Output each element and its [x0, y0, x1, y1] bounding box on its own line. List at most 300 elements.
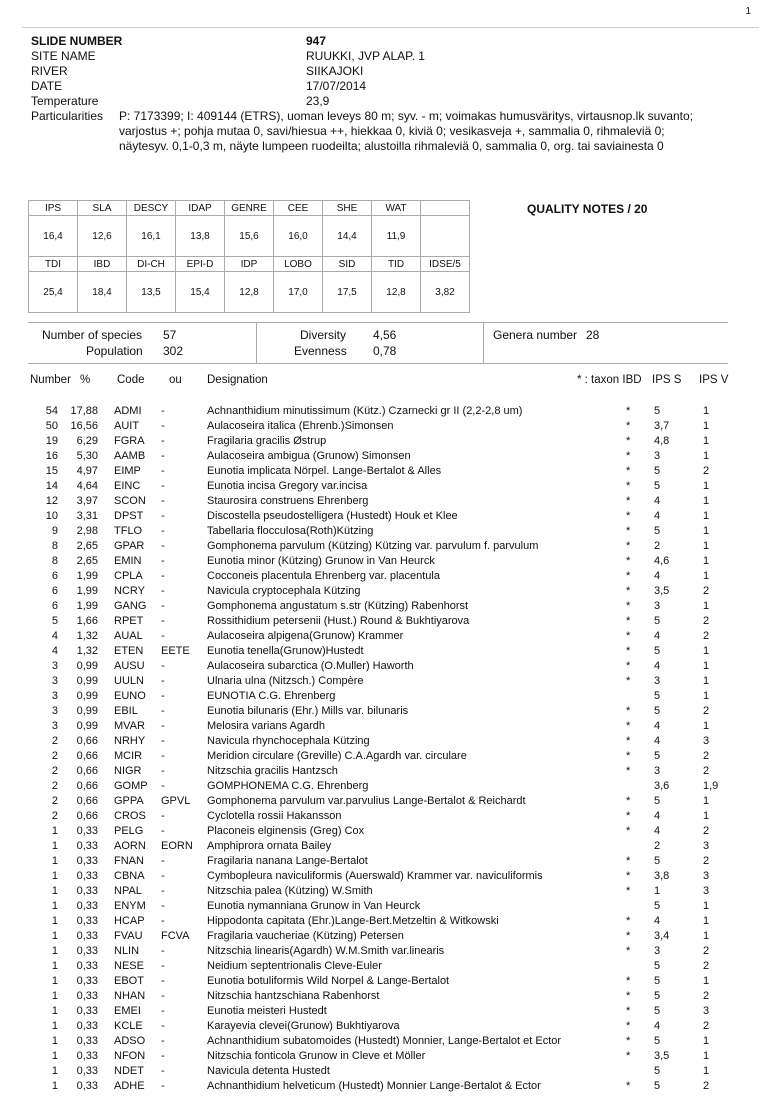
diversity-value: 4,56 — [373, 328, 397, 342]
ips-v-value: 3 — [703, 885, 710, 897]
species-percent: 1,32 — [76, 645, 98, 657]
species-percent: 0,99 — [76, 690, 98, 702]
species-percent: 2,65 — [76, 555, 98, 567]
species-percent: 0,99 — [76, 660, 98, 672]
ips-v-value: 2 — [703, 465, 710, 477]
species-row — [0, 719, 781, 734]
species-code: AAMB — [114, 450, 146, 462]
species-code: AUSU — [114, 660, 145, 672]
species-ou: - — [161, 1035, 165, 1047]
index-header — [421, 201, 470, 216]
ips-s-value: 1 — [654, 885, 661, 897]
species-percent: 0,33 — [76, 840, 98, 852]
species-code: FNAN — [114, 855, 144, 867]
species-designation: Placoneis elginensis (Greg) Cox — [207, 825, 365, 837]
ips-v-value: 1 — [703, 420, 710, 432]
species-code: HCAP — [114, 915, 145, 927]
species-percent: 0,66 — [76, 810, 98, 822]
index-header: DESCY — [127, 201, 176, 216]
ips-s-value: 4 — [654, 825, 661, 837]
species-percent: 0,66 — [76, 795, 98, 807]
species-code: FGRA — [114, 435, 145, 447]
ips-s-value: 2 — [654, 540, 661, 552]
ips-s-value: 3,7 — [654, 420, 670, 432]
ips-s-value: 5 — [654, 1035, 661, 1047]
index-value: 25,4 — [29, 272, 78, 313]
species-count: 16 — [45, 450, 58, 462]
species-ou: - — [161, 465, 165, 477]
species-ou: - — [161, 660, 165, 672]
ips-v-value: 1 — [703, 525, 710, 537]
column-header-ou: ou — [169, 374, 182, 386]
species-row — [0, 539, 781, 554]
species-code: ADMI — [114, 405, 142, 417]
index-value: 18,4 — [78, 272, 127, 313]
ips-v-value: 1 — [703, 795, 710, 807]
ips-v-value: 2 — [703, 990, 710, 1002]
ips-v-value: 1 — [703, 450, 710, 462]
species-code: NFON — [114, 1050, 146, 1062]
species-row — [0, 479, 781, 494]
ips-v-value: 2 — [703, 825, 710, 837]
species-designation: Achnanthidium helveticum (Hustedt) Monnier Lange-Bertalot & Ector — [207, 1080, 541, 1092]
species-count: 4 — [51, 645, 58, 657]
species-designation: Eunotia nymanniana Grunow in Van Heurck — [207, 900, 421, 912]
species-row — [0, 584, 781, 599]
summary-divider — [256, 323, 257, 363]
taxon-ibd-marker: * — [626, 675, 631, 687]
species-row — [0, 659, 781, 674]
species-ou: - — [161, 810, 165, 822]
species-row — [0, 689, 781, 704]
genera-label: Genera number — [493, 328, 578, 342]
species-designation: Achnanthidium minutissimum (Kütz.) Czarnecki gr II (2,2-2,8 um) — [207, 405, 523, 417]
column-header-number: Number — [30, 374, 71, 386]
species-count: 1 — [51, 885, 58, 897]
ips-v-value: 1 — [703, 570, 710, 582]
ips-s-value: 4 — [654, 630, 661, 642]
species-count: 6 — [51, 600, 58, 612]
species-count: 3 — [51, 705, 58, 717]
taxon-ibd-marker: * — [626, 855, 631, 867]
species-percent: 1,66 — [76, 615, 98, 627]
species-ou: - — [161, 450, 165, 462]
species-ou: - — [161, 870, 165, 882]
ips-s-value: 5 — [654, 1065, 661, 1077]
species-row — [0, 419, 781, 434]
species-ou: - — [161, 825, 165, 837]
species-percent: 0,33 — [76, 990, 98, 1002]
species-designation: Cymbopleura naviculiformis (Auerswald) Krammer var. naviculiformis — [207, 870, 543, 882]
taxon-ibd-marker: * — [626, 750, 631, 762]
species-row — [0, 989, 781, 1004]
species-code: EUNO — [114, 690, 146, 702]
index-value: 12,8 — [225, 272, 274, 313]
species-count: 50 — [45, 420, 58, 432]
species-count: 1 — [51, 990, 58, 1002]
ips-v-value: 2 — [703, 945, 710, 957]
species-ou: - — [161, 555, 165, 567]
species-count: 54 — [45, 405, 58, 417]
ips-s-value: 5 — [654, 690, 661, 702]
index-value: 15,4 — [176, 272, 225, 313]
species-designation: Tabellaria flocculosa(Roth)Kützing — [207, 525, 374, 537]
ips-v-value: 1 — [703, 675, 710, 687]
species-count: 1 — [51, 915, 58, 927]
taxon-ibd-marker: * — [626, 405, 631, 417]
taxon-ibd-marker: * — [626, 585, 631, 597]
ips-s-value: 5 — [654, 465, 661, 477]
taxon-ibd-marker: * — [626, 510, 631, 522]
species-row — [0, 749, 781, 764]
species-row — [0, 449, 781, 464]
species-designation: Melosira varians Agardh — [207, 720, 326, 732]
taxon-ibd-marker: * — [626, 645, 631, 657]
index-header: IPS — [29, 201, 78, 216]
page-number: 1 — [745, 6, 751, 17]
species-count: 1 — [51, 960, 58, 972]
species-ou: - — [161, 570, 165, 582]
summary-divider — [483, 323, 484, 363]
ips-v-value: 1 — [703, 645, 710, 657]
ips-s-value: 5 — [654, 795, 661, 807]
species-percent: 3,97 — [76, 495, 98, 507]
species-designation: Fragilaria vaucheriae (Kützing) Petersen — [207, 930, 404, 942]
species-row — [0, 959, 781, 974]
species-percent: 0,33 — [76, 885, 98, 897]
ips-v-value: 1 — [703, 1035, 710, 1047]
species-percent: 0,33 — [76, 1065, 98, 1077]
index-header: EPI-D — [176, 257, 225, 272]
ips-v-value: 1 — [703, 600, 710, 612]
species-code: CROS — [114, 810, 146, 822]
taxon-ibd-marker: * — [626, 570, 631, 582]
taxon-ibd-marker: * — [626, 735, 631, 747]
index-value: 3,82 — [421, 272, 470, 313]
species-designation: Achnanthidium subatomoides (Hustedt) Monnier, Lange-Bertalot et Ector — [207, 1035, 562, 1047]
species-count: 12 — [45, 495, 58, 507]
species-code: NRHY — [114, 735, 146, 747]
taxon-ibd-marker: * — [626, 420, 631, 432]
species-code: FVAU — [114, 930, 143, 942]
column-header-code: Code — [117, 374, 145, 386]
ips-s-value: 3,5 — [654, 1050, 670, 1062]
index-header: WAT — [372, 201, 421, 216]
species-ou: - — [161, 630, 165, 642]
species-percent: 1,99 — [76, 600, 98, 612]
index-value: 14,4 — [323, 216, 372, 257]
species-designation: Aulacoseira ambigua (Grunow) Simonsen — [207, 450, 411, 462]
ips-v-value: 1 — [703, 660, 710, 672]
species-designation: Eunotia tenella(Grunow)Hustedt — [207, 645, 364, 657]
species-ou: EETE — [161, 645, 190, 657]
index-header: IBD — [78, 257, 127, 272]
species-code: NCRY — [114, 585, 145, 597]
indices-value-row-2 — [29, 272, 470, 313]
species-code: AUAL — [114, 630, 143, 642]
species-ou: FCVA — [161, 930, 190, 942]
species-ou: - — [161, 585, 165, 597]
ips-v-value: 2 — [703, 960, 710, 972]
species-designation: Amphiprora ornata Bailey — [207, 840, 332, 852]
species-ou: - — [161, 690, 165, 702]
taxon-ibd-marker: * — [626, 945, 631, 957]
species-code: EIMP — [114, 465, 141, 477]
ips-s-value: 5 — [654, 645, 661, 657]
ips-s-value: 5 — [654, 705, 661, 717]
species-designation: Aulacoseira italica (Ehrenb.)Simonsen — [207, 420, 394, 432]
species-code: MVAR — [114, 720, 145, 732]
species-row — [0, 464, 781, 479]
species-row — [0, 854, 781, 869]
species-code: EBOT — [114, 975, 144, 987]
species-ou: - — [161, 705, 165, 717]
species-designation: Navicula rhynchocephala Kützing — [207, 735, 370, 747]
species-row — [0, 884, 781, 899]
species-designation: Eunotia botuliformis Wild Norpel & Lange-Bertalot — [207, 975, 450, 987]
species-designation: Eunotia meisteri Hustedt — [207, 1005, 327, 1017]
ips-s-value: 3,4 — [654, 930, 670, 942]
taxon-ibd-marker: * — [626, 810, 631, 822]
species-designation: Fragilaria nanana Lange-Bertalot — [207, 855, 368, 867]
particularities-value: P: 7173399; I: 409144 (ETRS), uoman leveys 80 m; syv. - m; voimakas humusväritys, virtausnop.lk suvanto; varjostus +; pohja mutaa 0, savi/hiesua ++, hiekkaa 0, kiviä 0; vesikasveja +, sammalia 0, rihmaleviä 0; näytesyv. 0,1-0,3 m, näyte lumpeen ruodeilta; alustoilla rihmaleviä 0, sammalia 0, org. tai saviainesta 0 — [119, 109, 694, 153]
top-rule — [22, 27, 759, 28]
species-row — [0, 704, 781, 719]
species-count: 1 — [51, 900, 58, 912]
species-code: CBNA — [114, 870, 145, 882]
ips-v-value: 3 — [703, 735, 710, 747]
species-count: 6 — [51, 570, 58, 582]
species-percent: 1,32 — [76, 630, 98, 642]
taxon-ibd-marker: * — [626, 540, 631, 552]
species-designation: Gomphonema angustatum s.str (Kützing) Rabenhorst — [207, 600, 469, 612]
species-percent: 5,30 — [76, 450, 98, 462]
ips-v-value: 1 — [703, 900, 710, 912]
species-code: EMIN — [114, 555, 142, 567]
species-code: NHAN — [114, 990, 146, 1002]
taxon-ibd-marker: * — [626, 555, 631, 567]
taxon-ibd-marker: * — [626, 615, 631, 627]
column-header-designation: Designation — [207, 374, 268, 386]
species-count: 9 — [51, 525, 58, 537]
species-code: GPPA — [114, 795, 144, 807]
species-designation: Eunotia implicata Nörpel. Lange-Bertalot & Alles — [207, 465, 442, 477]
species-ou: - — [161, 945, 165, 957]
species-ou: - — [161, 720, 165, 732]
species-row — [0, 779, 781, 794]
species-code: ETEN — [114, 645, 144, 657]
species-ou: - — [161, 600, 165, 612]
ips-s-value: 5 — [654, 975, 661, 987]
species-code: EBIL — [114, 705, 138, 717]
species-count: 8 — [51, 540, 58, 552]
ips-v-value: 1 — [703, 510, 710, 522]
ips-s-value: 4,8 — [654, 435, 670, 447]
species-code: NIGR — [114, 765, 142, 777]
ips-s-value: 4 — [654, 495, 661, 507]
index-value: 16,4 — [29, 216, 78, 257]
index-value: 12,6 — [78, 216, 127, 257]
ips-s-value: 5 — [654, 990, 661, 1002]
species-count: 5 — [51, 615, 58, 627]
site-name-value: RUUKKI, JVP ALAP. 1 — [306, 49, 425, 63]
species-row — [0, 1064, 781, 1079]
species-code: PELG — [114, 825, 144, 837]
species-percent: 4,64 — [76, 480, 98, 492]
index-value: 16,0 — [274, 216, 323, 257]
ips-s-value: 3 — [654, 675, 661, 687]
taxon-ibd-marker: * — [626, 885, 631, 897]
ips-v-value: 1 — [703, 810, 710, 822]
index-value — [421, 216, 470, 257]
index-header: IDP — [225, 257, 274, 272]
species-row — [0, 914, 781, 929]
species-code: ADSO — [114, 1035, 146, 1047]
species-designation: Meridion circulare (Greville) C.A.Agardh var. circulare — [207, 750, 467, 762]
index-header: SLA — [78, 201, 127, 216]
species-row — [0, 1079, 781, 1094]
taxon-ibd-marker: * — [626, 870, 631, 882]
ips-v-value: 2 — [703, 615, 710, 627]
species-row — [0, 509, 781, 524]
ips-s-value: 5 — [654, 405, 661, 417]
species-code: TFLO — [114, 525, 143, 537]
species-code: EINC — [114, 480, 141, 492]
species-ou: - — [161, 1020, 165, 1032]
taxon-ibd-marker: * — [626, 435, 631, 447]
species-code: ENYM — [114, 900, 146, 912]
species-percent: 0,33 — [76, 915, 98, 927]
ips-s-value: 5 — [654, 960, 661, 972]
species-count: 1 — [51, 1065, 58, 1077]
species-percent: 0,33 — [76, 855, 98, 867]
population-label: Population — [86, 344, 143, 358]
species-count: 1 — [51, 1080, 58, 1092]
ips-s-value: 5 — [654, 615, 661, 627]
summary-box — [28, 322, 728, 364]
species-percent: 0,33 — [76, 1005, 98, 1017]
species-ou: - — [161, 780, 165, 792]
species-row — [0, 629, 781, 644]
species-ou: - — [161, 885, 165, 897]
taxon-ibd-marker: * — [626, 990, 631, 1002]
species-code: MCIR — [114, 750, 143, 762]
taxon-ibd-marker: * — [626, 495, 631, 507]
species-designation: Ulnaria ulna (Nitzsch.) Compère — [207, 675, 364, 687]
species-row — [0, 524, 781, 539]
taxon-ibd-marker: * — [626, 1020, 631, 1032]
species-designation: Discostella pseudostelligera (Hustedt) Houk et Klee — [207, 510, 458, 522]
ips-v-value: 2 — [703, 750, 710, 762]
species-code: EMEI — [114, 1005, 141, 1017]
evenness-value: 0,78 — [373, 344, 397, 358]
species-percent: 0,33 — [76, 825, 98, 837]
species-percent: 0,33 — [76, 945, 98, 957]
species-count: 3 — [51, 720, 58, 732]
species-row — [0, 404, 781, 419]
ips-s-value: 4 — [654, 1020, 661, 1032]
taxon-ibd-marker: * — [626, 720, 631, 732]
taxon-ibd-marker: * — [626, 795, 631, 807]
species-percent: 0,99 — [76, 720, 98, 732]
taxon-ibd-marker: * — [626, 1035, 631, 1047]
species-ou: - — [161, 510, 165, 522]
taxon-ibd-marker: * — [626, 705, 631, 717]
species-count: 2 — [51, 795, 58, 807]
taxon-ibd-marker: * — [626, 600, 631, 612]
indices-table — [28, 200, 470, 313]
species-designation: Nitzschia fonticola Grunow in Cleve et Möller — [207, 1050, 426, 1062]
species-count: 3 — [51, 660, 58, 672]
index-value: 11,9 — [372, 216, 421, 257]
species-designation: Eunotia incisa Gregory var.incisa — [207, 480, 368, 492]
species-designation: Navicula detenta Hustedt — [207, 1065, 330, 1077]
ips-s-value: 5 — [654, 900, 661, 912]
species-designation: Nitzschia hantzschiana Rabenhorst — [207, 990, 380, 1002]
species-row — [0, 599, 781, 614]
species-ou: - — [161, 540, 165, 552]
ips-s-value: 3 — [654, 600, 661, 612]
ips-s-value: 5 — [654, 855, 661, 867]
ips-v-value: 1 — [703, 435, 710, 447]
species-row — [0, 434, 781, 449]
species-ou: - — [161, 615, 165, 627]
species-designation: Nitzschia palea (Kützing) W.Smith — [207, 885, 373, 897]
species-percent: 0,33 — [76, 975, 98, 987]
ips-s-value: 4,6 — [654, 555, 670, 567]
species-row — [0, 1049, 781, 1064]
species-percent: 17,88 — [70, 405, 98, 417]
ips-s-value: 5 — [654, 525, 661, 537]
taxon-ibd-marker: * — [626, 480, 631, 492]
quality-notes: QUALITY NOTES / 20 — [527, 202, 648, 216]
species-row — [0, 929, 781, 944]
species-count: 1 — [51, 840, 58, 852]
column-header-ips-s: IPS S — [652, 374, 682, 386]
species-code: UULN — [114, 675, 144, 687]
species-code: RPET — [114, 615, 144, 627]
species-percent: 2,98 — [76, 525, 98, 537]
species-count: 2 — [51, 765, 58, 777]
species-ou: - — [161, 525, 165, 537]
species-designation: Gomphonema parvulum var.parvulius Lange-Bertalot & Reichardt — [207, 795, 526, 807]
index-header: SHE — [323, 201, 372, 216]
species-percent: 0,33 — [76, 900, 98, 912]
ips-v-value: 2 — [703, 705, 710, 717]
species-count: 1 — [51, 870, 58, 882]
species-designation: GOMPHONEMA C.G. Ehrenberg — [207, 780, 369, 792]
species-ou: - — [161, 750, 165, 762]
ips-v-value: 3 — [703, 870, 710, 882]
species-designation: Aulacoseira subarctica (O.Muller) Haworth — [207, 660, 414, 672]
species-row — [0, 734, 781, 749]
indices-value-row-1 — [29, 216, 470, 257]
species-designation: Eunotia minor (Kützing) Grunow in Van Heurck — [207, 555, 435, 567]
species-count: 2 — [51, 780, 58, 792]
species-code: AORN — [114, 840, 146, 852]
index-value: 15,6 — [225, 216, 274, 257]
column-header-pct: % — [80, 374, 91, 386]
taxon-ibd-marker: * — [626, 765, 631, 777]
species-code: GANG — [114, 600, 147, 612]
species-count: 19 — [45, 435, 58, 447]
index-header: GENRE — [225, 201, 274, 216]
taxon-ibd-marker: * — [626, 525, 631, 537]
ips-v-value: 2 — [703, 630, 710, 642]
species-row — [0, 494, 781, 509]
date-value: 17/07/2014 — [306, 79, 367, 93]
species-row — [0, 1019, 781, 1034]
